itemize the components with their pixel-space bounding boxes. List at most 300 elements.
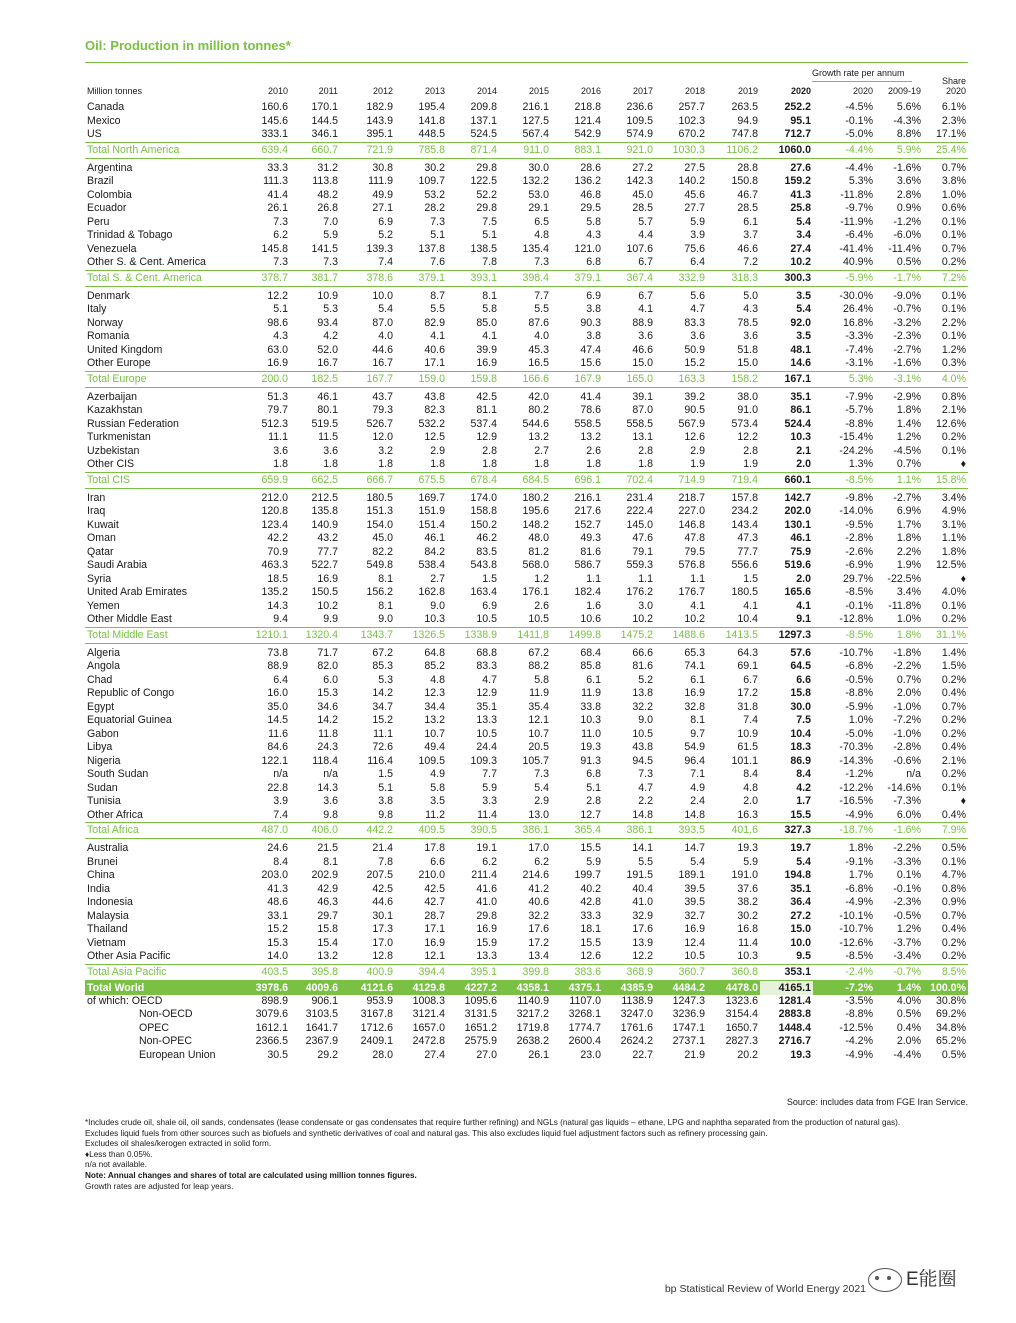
row-label: Total World — [85, 980, 235, 995]
share-cell: 4.9% — [941, 505, 966, 517]
table-row — [85, 687, 968, 701]
row-label: Iran — [87, 491, 106, 504]
value-cell: 8.1 — [690, 714, 705, 726]
value-cell: 2827.3 — [725, 1035, 758, 1047]
growth-cell: -8.8% — [845, 1008, 873, 1020]
value-cell: 7.4 — [743, 714, 758, 726]
value-cell: 160.6 — [261, 101, 288, 113]
share-cell: 3.4% — [941, 491, 966, 504]
growth-cell: 8.8% — [896, 128, 921, 140]
growth-cell: n/a — [906, 768, 921, 780]
value-cell: 353.1 — [760, 964, 813, 980]
value-cell: 19.3 — [580, 741, 601, 753]
value-cell: 8.1 — [378, 599, 393, 612]
growth-cell: -6.0% — [893, 229, 921, 241]
value-cell: 660.1 — [760, 472, 813, 488]
value-cell: 5.5 — [638, 855, 653, 868]
value-cell: 150.5 — [311, 586, 338, 598]
value-cell: 14.2 — [372, 687, 393, 699]
value-cell: 116.4 — [367, 754, 393, 767]
value-cell: 12.3 — [424, 687, 445, 699]
growth-cell: -6.8% — [845, 882, 873, 895]
value-cell: 46.7 — [737, 188, 758, 201]
value-cell: 39.9 — [476, 343, 497, 356]
growth-cell: 0.7% — [896, 458, 921, 470]
value-cell: 365.4 — [551, 823, 603, 839]
value-cell: 41.4 — [580, 390, 601, 403]
growth-cell: 1.4% — [896, 417, 921, 430]
value-cell: 5.9 — [586, 855, 601, 868]
table-row — [85, 1022, 968, 1036]
growth-cell: -10.7% — [839, 923, 873, 935]
growth-cell: -70.3% — [839, 741, 873, 753]
value-cell: 576.8 — [678, 559, 705, 571]
growth-cell: 1.7% — [896, 518, 921, 531]
value-cell: 27.2 — [790, 909, 811, 922]
value-cell: 91.3 — [580, 754, 601, 767]
value-cell: 1107.0 — [569, 994, 601, 1007]
growth-cell: -4.5% — [893, 444, 921, 457]
value-cell: 5.2 — [378, 229, 393, 241]
value-cell: 11.4 — [738, 936, 758, 949]
row-label: Sudan — [87, 781, 118, 794]
row-label: Australia — [87, 842, 129, 854]
value-cell: 9.0 — [430, 599, 445, 612]
value-cell: 16.0 — [267, 687, 288, 699]
value-cell: 98.6 — [267, 316, 288, 329]
value-cell: 86.9 — [790, 754, 811, 767]
value-cell: 524.4 — [784, 417, 811, 430]
table-row — [85, 243, 968, 257]
value-cell: 94.5 — [632, 754, 653, 767]
value-cell: 9.8 — [323, 808, 338, 821]
total-row — [85, 964, 968, 980]
value-cell: 9.4 — [273, 613, 288, 625]
value-cell: 8.4 — [796, 768, 811, 780]
value-cell: 136.2 — [574, 175, 601, 187]
value-cell: 4375.1 — [551, 980, 603, 995]
value-cell: 42.8 — [580, 896, 601, 908]
growth-cell: -1.2% — [893, 215, 921, 228]
value-cell: 3.8 — [586, 330, 601, 342]
value-cell: 231.4 — [626, 491, 653, 504]
growth-cell: 5.6% — [896, 101, 921, 113]
share-cell: 0.9% — [941, 896, 966, 908]
growth-cell: -30.0% — [839, 289, 873, 302]
value-cell: 27.4 — [424, 1048, 445, 1061]
value-cell: 16.9 — [684, 687, 705, 699]
value-cell: 5.7 — [638, 215, 653, 228]
growth-cell: 1.8% — [875, 627, 923, 643]
value-cell: 3.4 — [796, 229, 811, 241]
value-cell: 167.1 — [760, 371, 813, 387]
value-cell: 167.7 — [340, 371, 395, 387]
value-cell: 21.9 — [684, 1048, 705, 1061]
value-cell: 6.1 — [690, 673, 705, 686]
value-cell: 29.2 — [317, 1048, 338, 1061]
growth-cell: -5.7% — [845, 404, 873, 416]
value-cell: 141.5 — [311, 242, 338, 255]
share-cell: 0.4% — [941, 741, 966, 753]
value-cell: 394.4 — [395, 964, 447, 980]
value-cell: 41.6 — [476, 882, 497, 895]
table-row — [85, 660, 968, 674]
value-cell: 2.7 — [534, 444, 549, 457]
value-cell: 40.6 — [424, 343, 445, 356]
value-cell: 7.5 — [482, 215, 497, 228]
value-cell: 111.3 — [263, 175, 288, 187]
value-cell: 1.1 — [638, 572, 653, 585]
value-cell: 14.6 — [790, 357, 811, 369]
value-cell: 702.4 — [603, 472, 655, 488]
value-cell: 5.1 — [482, 229, 497, 241]
value-cell: 92.0 — [790, 316, 811, 329]
value-cell: 568.0 — [522, 559, 549, 571]
value-cell: 4.8 — [743, 781, 758, 794]
growth-cell: -8.5% — [845, 950, 873, 962]
value-cell: 558.5 — [626, 417, 653, 430]
value-cell: 152.7 — [574, 518, 601, 531]
value-cell: 8.1 — [323, 855, 338, 868]
growth-cell: -4.4% — [893, 1048, 921, 1061]
footnote: Growth rates are adjusted for leap years. — [85, 1181, 234, 1191]
growth-cell: 29.7% — [842, 572, 873, 585]
column-header: 2020 — [945, 86, 966, 96]
growth-cell: 1.8% — [896, 404, 921, 416]
value-cell: 14.3 — [267, 599, 288, 612]
value-cell: 6.6 — [430, 855, 445, 868]
value-cell: 191.0 — [731, 869, 758, 881]
growth-cell: -6.9% — [845, 559, 873, 571]
value-cell: 12.0 — [372, 431, 393, 443]
growth-cell: -9.1% — [845, 855, 873, 868]
row-label: Total North America — [85, 142, 235, 158]
value-cell: 68.4 — [580, 646, 601, 659]
value-cell: 1008.3 — [412, 994, 445, 1007]
share-cell: 15.8% — [923, 472, 968, 488]
row-label: Other Asia Pacific — [87, 950, 171, 962]
value-cell: 487.0 — [235, 823, 290, 839]
value-cell: 67.2 — [528, 646, 549, 659]
value-cell: 378.6 — [340, 270, 395, 286]
share-cell: 2.2% — [941, 316, 966, 329]
value-cell: 3.8 — [378, 795, 393, 807]
share-cell: 0.1% — [941, 855, 966, 868]
value-cell: 222.4 — [626, 505, 653, 517]
value-cell: 36.4 — [790, 896, 811, 908]
value-cell: 169.7 — [418, 491, 445, 504]
growth-cell: -1.7% — [875, 270, 923, 286]
value-cell: 38.0 — [737, 390, 758, 403]
value-cell: 195.4 — [418, 101, 445, 113]
value-cell: 1343.7 — [340, 627, 395, 643]
value-cell: 39.5 — [684, 882, 705, 895]
value-cell: 401.6 — [707, 823, 760, 839]
row-label: Kuwait — [87, 518, 119, 531]
growth-cell: -4.4% — [845, 161, 873, 174]
value-cell: 395.8 — [290, 964, 340, 980]
value-cell: 200.0 — [235, 371, 290, 387]
value-cell: 9.1 — [796, 613, 811, 625]
value-cell: 35.0 — [267, 700, 288, 713]
value-cell: 151.4 — [418, 518, 445, 531]
share-cell: 2.1% — [941, 404, 966, 416]
value-cell: 39.5 — [684, 896, 705, 908]
value-cell: 82.3 — [424, 404, 445, 416]
value-cell: 29.1 — [528, 202, 549, 214]
row-label: India — [87, 882, 110, 895]
row-label: Other Middle East — [87, 613, 172, 625]
value-cell: 7.8 — [378, 855, 393, 868]
value-cell: 12.6 — [684, 431, 705, 443]
growth-cell: 1.4% — [875, 980, 923, 995]
total-row — [85, 823, 968, 839]
value-cell: 35.1 — [790, 882, 811, 895]
value-cell: 1.8 — [273, 458, 288, 470]
row-label: Chad — [87, 673, 113, 686]
value-cell: 6.7 — [638, 256, 653, 268]
growth-cell: 1.7% — [848, 869, 873, 881]
value-cell: 4.2 — [796, 781, 811, 794]
value-cell: 9.0 — [638, 714, 653, 726]
table-row — [85, 128, 968, 142]
value-cell: 81.1 — [476, 404, 497, 416]
value-cell: 16.9 — [684, 923, 705, 935]
share-cell: 100.0% — [923, 980, 968, 995]
share-cell: 12.6% — [935, 417, 966, 430]
value-cell: 31.2 — [317, 161, 338, 174]
value-cell: 9.8 — [378, 808, 393, 821]
value-cell: 109.3 — [470, 754, 497, 767]
value-cell: 1747.1 — [672, 1021, 705, 1034]
value-cell: 16.9 — [317, 572, 338, 585]
value-cell: 101.1 — [731, 754, 758, 767]
value-cell: 7.3 — [323, 256, 338, 268]
column-header: 2020 — [790, 86, 811, 96]
value-cell: 5.9 — [690, 215, 705, 228]
value-cell: 57.6 — [790, 646, 811, 659]
value-cell: 85.2 — [424, 660, 445, 672]
value-cell: 13.1 — [632, 431, 653, 443]
share-cell: 0.1% — [941, 289, 966, 302]
growth-cell: -10.7% — [839, 646, 873, 659]
value-cell: 15.2 — [684, 357, 705, 369]
growth-cell: -12.5% — [839, 1021, 873, 1034]
value-cell: 1.2 — [534, 572, 549, 585]
value-cell: 32.9 — [632, 909, 653, 922]
value-cell: 11.5 — [318, 431, 338, 443]
value-cell: 16.9 — [476, 923, 497, 935]
value-cell: 15.8 — [317, 923, 338, 935]
value-cell: 390.5 — [447, 823, 499, 839]
growth-cell: -11.8% — [840, 188, 873, 201]
value-cell: 8.4 — [743, 768, 758, 780]
value-cell: 30.0 — [790, 700, 811, 713]
share-cell: 3.1% — [941, 518, 966, 531]
value-cell: 86.1 — [790, 404, 811, 416]
value-cell: 16.5 — [528, 357, 549, 369]
value-cell: 15.5 — [580, 842, 601, 854]
value-cell: 7.3 — [534, 768, 549, 780]
growth-cell: 5.9% — [875, 142, 923, 158]
value-cell: 18.5 — [267, 572, 288, 585]
table-row — [85, 923, 968, 937]
value-cell: 143.4 — [731, 518, 758, 531]
value-cell: 1712.6 — [360, 1021, 393, 1034]
value-cell: 2883.8 — [778, 1008, 811, 1020]
growth-cell: -2.8% — [845, 532, 873, 544]
growth-cell: 0.4% — [896, 1021, 921, 1034]
value-cell: 263.5 — [731, 101, 758, 113]
value-cell: 107.6 — [626, 242, 653, 255]
value-cell: 217.6 — [574, 505, 601, 517]
value-cell: 395.1 — [447, 964, 499, 980]
value-cell: 12.4 — [684, 936, 705, 949]
table-row — [85, 404, 968, 418]
value-cell: 4165.1 — [760, 980, 813, 995]
value-cell: 42.7 — [424, 896, 445, 908]
value-cell: 15.8 — [790, 687, 811, 699]
row-label: Total Middle East — [85, 627, 235, 643]
table-header — [85, 63, 968, 101]
value-cell: 12.6 — [580, 950, 601, 962]
value-cell: 165.6 — [784, 586, 811, 598]
share-cell: 0.7% — [941, 242, 966, 255]
row-label: Total Asia Pacific — [85, 964, 235, 980]
value-cell: 85.8 — [580, 660, 601, 672]
row-label: Thailand — [87, 923, 128, 935]
table-row — [85, 809, 968, 823]
value-cell: 2472.8 — [412, 1035, 445, 1047]
value-cell: 6.7 — [743, 673, 758, 686]
value-cell: 4.1 — [430, 330, 445, 342]
value-cell: 1140.9 — [517, 994, 549, 1007]
column-header: 2018 — [684, 86, 705, 96]
value-cell: 64.3 — [737, 646, 758, 659]
table-row — [85, 950, 968, 964]
value-cell: 5.4 — [534, 781, 549, 794]
total-row — [85, 371, 968, 387]
value-cell: 52.2 — [476, 188, 497, 201]
value-cell: 1448.4 — [778, 1021, 811, 1034]
value-cell: 41.0 — [476, 896, 497, 908]
value-cell: 1657.0 — [412, 1021, 445, 1034]
value-cell: 2.7 — [430, 572, 445, 585]
value-cell: 3268.1 — [568, 1008, 601, 1020]
value-cell: 684.5 — [499, 472, 551, 488]
growth-cell: 40.9% — [842, 256, 873, 268]
value-cell: 7.4 — [273, 808, 288, 821]
value-cell: 41.2 — [528, 882, 549, 895]
value-cell: 7.3 — [273, 256, 288, 268]
value-cell: 84.6 — [267, 741, 288, 753]
growth-cell: -3.3% — [893, 855, 921, 868]
growth-cell: -22.5% — [887, 572, 921, 585]
value-cell: 8.1 — [378, 572, 393, 585]
share-cell: 31.1% — [923, 627, 968, 643]
row-label: Oman — [87, 532, 116, 544]
total-row — [85, 270, 968, 286]
total-row — [85, 472, 968, 488]
row-label: Azerbaijan — [87, 390, 138, 403]
value-cell: 6.2 — [482, 855, 497, 868]
growth-cell: -1.8% — [893, 646, 921, 659]
value-cell: 10.5 — [684, 950, 705, 962]
value-cell: 150.2 — [470, 518, 497, 531]
value-cell: 180.5 — [366, 491, 393, 504]
value-cell: 14.8 — [632, 808, 653, 821]
value-cell: 378.7 — [235, 270, 290, 286]
value-cell: 79.5 — [684, 545, 705, 558]
value-cell: 54.9 — [684, 741, 705, 753]
value-cell: 82.0 — [317, 660, 338, 672]
value-cell: 19.1 — [476, 842, 497, 854]
value-cell: 45.0 — [372, 532, 393, 544]
value-cell: 72.6 — [372, 741, 393, 753]
value-cell: 2638.2 — [516, 1035, 549, 1047]
share-cell: 25.4% — [923, 142, 968, 158]
value-cell: 199.7 — [574, 869, 601, 881]
value-cell: 3.6 — [690, 330, 705, 342]
growth-cell: -0.7% — [875, 964, 923, 980]
value-cell: 398.4 — [499, 270, 551, 286]
value-cell: 75.9 — [790, 545, 811, 558]
growth-cell: -6.8% — [845, 660, 873, 672]
value-cell: 43.8 — [632, 741, 653, 753]
growth-cell: -2.3% — [893, 896, 921, 908]
growth-cell: -4.9% — [845, 1048, 873, 1061]
growth-cell: -4.3% — [893, 114, 921, 127]
value-cell: 3.9 — [273, 795, 288, 807]
value-cell: 121.4 — [574, 114, 601, 127]
growth-cell: -5.9% — [813, 270, 875, 286]
value-cell: 2.9 — [534, 795, 549, 807]
value-cell: 7.1 — [690, 768, 705, 780]
value-cell: 82.2 — [372, 545, 393, 558]
value-cell: 49.4 — [424, 741, 445, 753]
row-label: Kazakhstan — [87, 404, 143, 416]
value-cell: 4009.6 — [290, 980, 340, 995]
share-cell: 0.4% — [941, 687, 966, 699]
value-cell: 6.8 — [586, 256, 601, 268]
column-header: 2019 — [737, 86, 758, 96]
value-cell: 13.8 — [632, 687, 653, 699]
value-cell: 23.0 — [580, 1048, 601, 1061]
row-label: Republic of Congo — [87, 687, 175, 699]
data-table — [85, 101, 968, 1062]
value-cell: 163.4 — [470, 586, 497, 598]
value-cell: 42.5 — [424, 882, 445, 895]
value-cell: 3.5 — [430, 795, 445, 807]
value-cell: 212.0 — [261, 491, 288, 504]
value-cell: 2409.1 — [360, 1035, 393, 1047]
value-cell: 383.6 — [551, 964, 603, 980]
value-cell: 5.8 — [534, 673, 549, 686]
value-cell: 37.6 — [737, 882, 758, 895]
share-cell: 0.1% — [941, 781, 966, 794]
value-cell: 28.5 — [737, 202, 758, 214]
value-cell: 26.8 — [317, 202, 338, 214]
growth-cell: -0.5% — [893, 909, 921, 922]
value-cell: 146.8 — [678, 518, 705, 531]
value-cell: 46.1 — [424, 532, 445, 544]
value-cell: 216.1 — [522, 101, 549, 113]
share-cell: ♦ — [960, 458, 966, 470]
value-cell: 143.9 — [366, 114, 393, 127]
value-cell: 538.4 — [418, 559, 445, 571]
share-cell: 0.7% — [941, 700, 966, 713]
growth-cell: -9.7% — [845, 202, 873, 214]
